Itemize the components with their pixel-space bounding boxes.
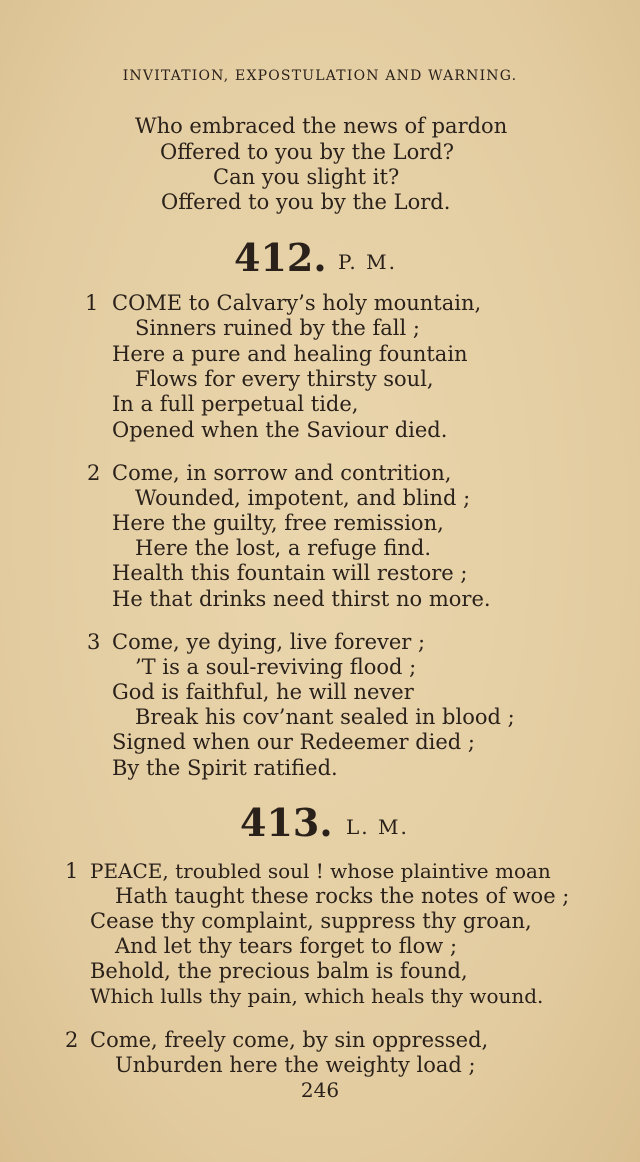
- verse-line: He that drinks need thirst no more.: [112, 587, 491, 611]
- verse-line: Health this fountain will restore ;: [112, 561, 468, 585]
- verse-number: 2: [65, 1028, 79, 1052]
- verse-number: 2: [87, 461, 101, 485]
- verse-line: ’T is a soul-reviving flood ;: [135, 655, 417, 679]
- verse-line: Here the guilty, free remission,: [112, 511, 444, 535]
- verse-line: Sinners ruined by the fall ;: [135, 316, 420, 340]
- verse-line: Hath taught these rocks the notes of woe ;: [115, 884, 570, 908]
- verse-line: In a full perpetual tide,: [112, 392, 359, 416]
- verse-line: God is faithful, he will never: [112, 680, 414, 704]
- verse-line: Flows for every thirsty soul,: [135, 367, 434, 391]
- carryover-line: Can you slight it?: [213, 165, 400, 189]
- verse-line: PEACE, troubled soul ! whose plaintive moan: [90, 859, 551, 883]
- verse-line: And let thy tears forget to flow ;: [115, 934, 458, 958]
- hymn-meter: L. M.: [346, 815, 409, 839]
- verse-line: Which lulls thy pain, which heals thy wound.: [90, 984, 544, 1008]
- verse-number: 1: [65, 859, 79, 883]
- running-title: INVITATION, EXPOSTULATION AND WARNING.: [122, 68, 518, 84]
- verse-line: Come, freely come, by sin oppressed,: [90, 1028, 489, 1052]
- hymn-number: 413.: [240, 800, 333, 845]
- verse-line: COME to Calvary’s holy mountain,: [112, 291, 482, 315]
- verse-line: Cease thy complaint, suppress thy groan,: [90, 909, 532, 933]
- verse-line: Come, ye dying, live forever ;: [112, 630, 426, 654]
- verse-line: By the Spirit ratified.: [112, 756, 338, 780]
- hymn-number: 412.: [234, 235, 327, 280]
- verse-line: Opened when the Saviour died.: [112, 418, 448, 442]
- verse-line: Unburden here the weighty load ;: [115, 1053, 476, 1077]
- verse-line: Signed when our Redeemer died ;: [112, 730, 475, 754]
- verse-line: Here the lost, a refuge find.: [135, 536, 432, 560]
- verse-line: Behold, the precious balm is found,: [90, 959, 468, 983]
- carryover-line: Offered to you by the Lord?: [160, 140, 454, 164]
- page-number: 246: [300, 1078, 340, 1102]
- verse-number: 3: [87, 630, 101, 654]
- verse-line: Wounded, impotent, and blind ;: [135, 486, 471, 510]
- verse-line: Come, in sorrow and contrition,: [112, 461, 452, 485]
- carryover-line: Offered to you by the Lord.: [161, 190, 451, 214]
- carryover-line: Who embraced the news of pardon: [135, 114, 508, 138]
- verse-line: Here a pure and healing fountain: [112, 342, 468, 366]
- verse-line: Break his cov’nant sealed in blood ;: [135, 705, 515, 729]
- hymn-meter: P. M.: [338, 250, 397, 274]
- verse-number: 1: [85, 291, 99, 315]
